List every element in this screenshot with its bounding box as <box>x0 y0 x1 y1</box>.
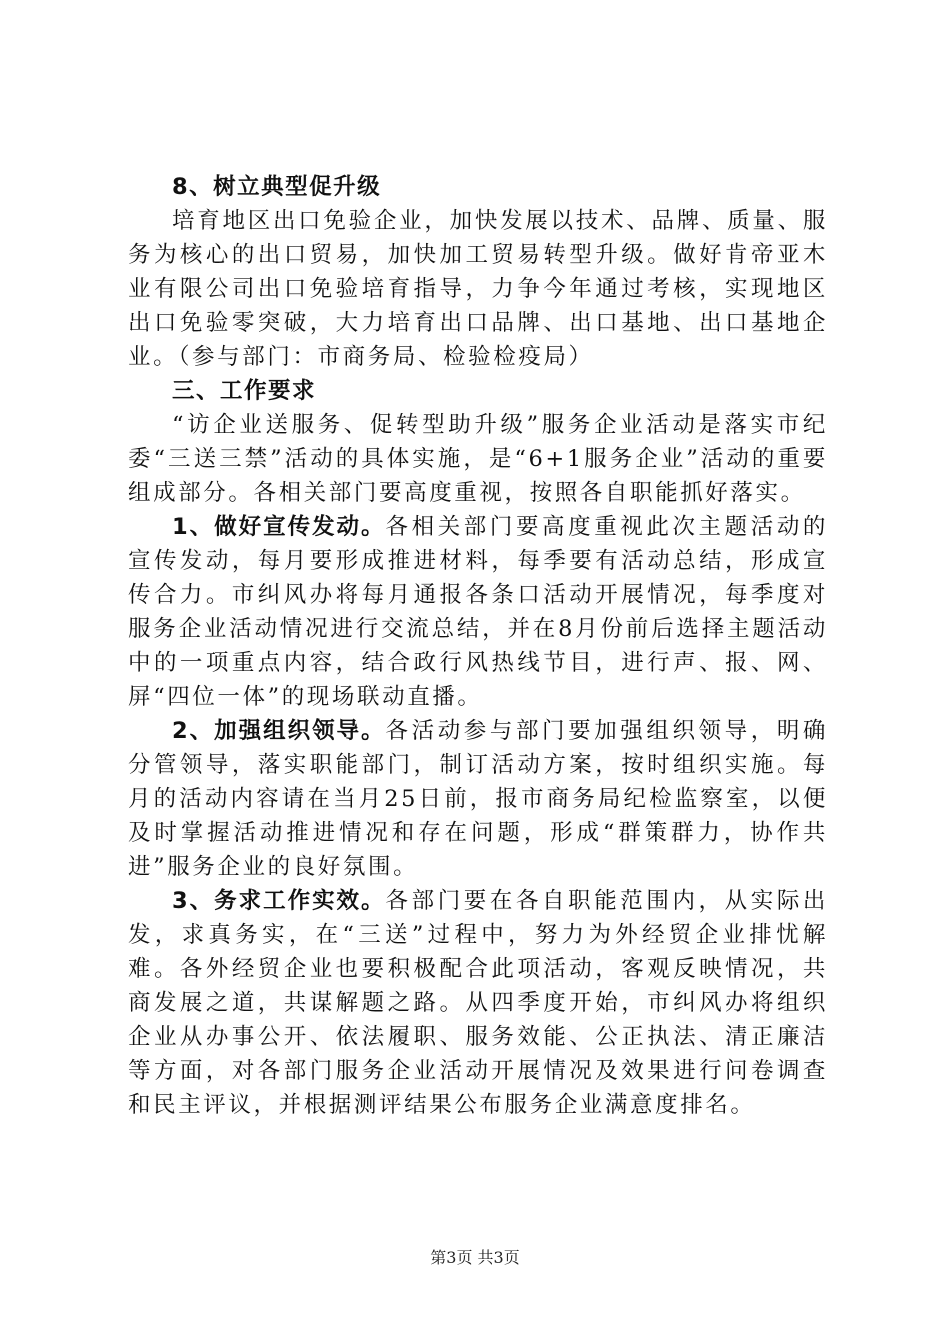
page-number-footer: 第3页 共3页 <box>430 1248 520 1267</box>
document-body <box>128 170 828 1122</box>
requirement-item-1-lead: 1、做好宣传发动。 <box>172 514 386 540</box>
requirement-item-1-text: 各相关部门要高度重视此次主题活动的宣传发动，每月要形成推进材料，每季要有活动总结，形成宣传合力。市纠风办将每月通报各条口活动开展情况，每季度对服务企业活动情况进行交流总结，并在8月份前后选择主题活动中的一项重点内容，结合政行风热线节目，进行声、报、网、屏“四位一体”的现场联动直播。 <box>128 514 829 710</box>
requirement-item-3-text: 各部门要在各自职能范围内，从实际出发，求真务实，在“三送”过程中，努力为外经贸企业排忧解难。各外经贸企业也要积极配合此项活动，客观反映情况，共商发展之道，共谋解题之路。从四季度开始，市纠风办将组织企业从办事公开、依法履职、服务效能、公正执法、清正廉洁等方面，对各部门服务企业活动开展情况及效果进行问卷调查和民主评议，并根据测评结果公布服务企业满意度排名。 <box>128 888 829 1118</box>
requirement-item-2 <box>128 714 828 884</box>
requirement-item-3 <box>128 884 828 1122</box>
requirement-item-2-lead: 2、加强组织领导。 <box>172 718 386 744</box>
work-requirements-heading: 三、工作要求 <box>172 378 317 404</box>
work-requirements-intro: “访企业送服务、促转型助升级”服务企业活动是落实市纪委“三送三禁”活动的具体实施，是“6+1服务企业”活动的重要组成部分。各相关部门要高度重视，按照各自职能抓好落实。 <box>128 412 828 506</box>
section-8-paragraph: 培育地区出口免验企业，加快发展以技术、品牌、质量、服务为核心的出口贸易，加快加工贸易转型升级。做好肯帝亚木业有限公司出口免验培育指导，力争今年通过考核，实现地区出口免验零突破，大力培育出口品牌、出口基地、出口基地企业。（参与部门：市商务局、检验检疫局） <box>128 208 828 370</box>
requirement-item-2-text: 各活动参与部门要加强组织领导，明确分管领导，落实职能部门，制订活动方案，按时组织实施。每月的活动内容请在当月25日前，报市商务局纪检监察室，以便及时掌握活动推进情况和存在问题，形成“群策群力，协作共进”服务企业的良好氛围。 <box>128 718 829 880</box>
requirement-item-1 <box>128 510 828 714</box>
section-8-heading: 8、树立典型促升级 <box>172 174 382 200</box>
requirement-item-3-lead: 3、务求工作实效。 <box>172 888 386 914</box>
